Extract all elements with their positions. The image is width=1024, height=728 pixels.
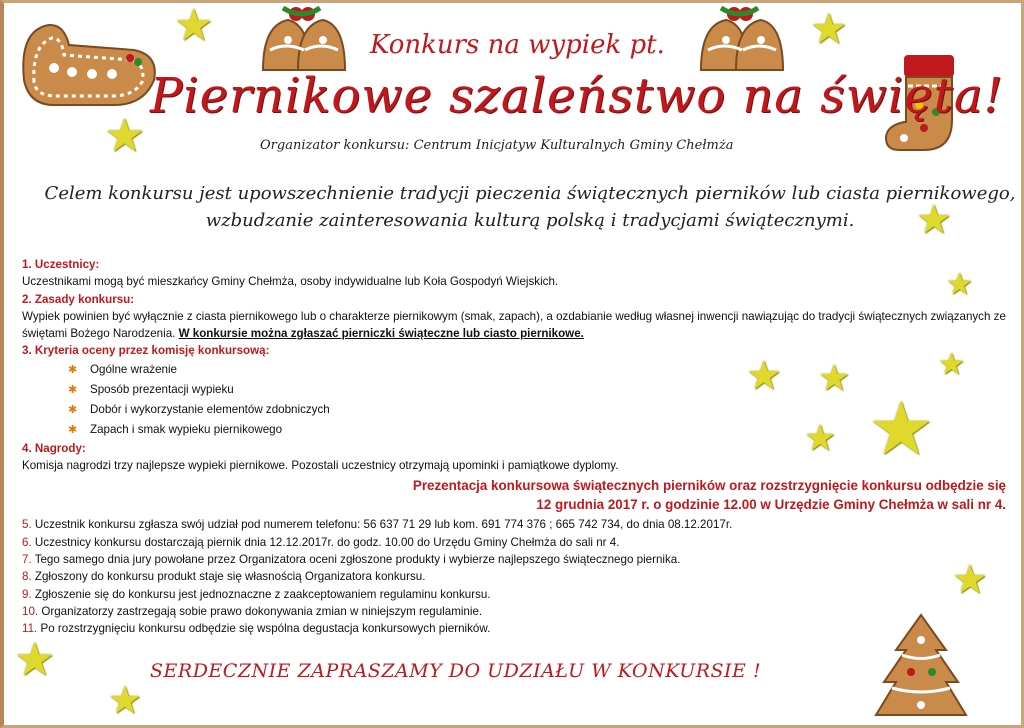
rule-item: 11. Po rozstrzygnięciu konkursu odbędzie się wspólna degustacja konkursowych pierników. [22,622,491,636]
goal-line-2: wzbudzanie zainteresowania kulturą polską i tradycjami świątecznymi. [205,210,855,231]
star-icon: ★ [818,357,851,398]
rule-item: 9. Zgłoszenie się do konkursu jest jednoznaczne z zaakceptowaniem regulaminu konkursu. [22,587,491,601]
star-icon: ★ [104,109,146,161]
star-icon: ★ [174,1,214,50]
star-icon: ★ [868,387,935,470]
star-icon: ★ [952,558,988,602]
rule-item: 6. Uczestnicy konkursu dostarczają piernik dnia 12.12.2017r. do godz. 10.00 do Urzędu Gminy Chełmża do sali nr 4. [22,535,620,549]
section-text-rules [22,308,1012,343]
criteria-list [22,357,1012,440]
section-text-participants: Uczestnikami mogą być mieszkańcy Gminy Chełmża, osoby indywidualne lub Koła Gospodyń Wiejskich. [22,275,559,289]
invitation-footer: SERDECZNIE ZAPRASZAMY DO UDZIAŁU W KONKURSIE ! [150,660,762,682]
page-title: Piernikowe szaleństwo na święta! [150,68,1004,124]
contest-subtitle: Konkurs na wypiek pt. [370,30,665,60]
goal-line-1: Celem konkursu jest upowszechnienie tradycji pieczenia świątecznych pierników lub ciasta piernikowego, [44,183,1016,204]
star-icon: ★ [746,354,782,398]
star-icon: ★ [14,633,56,685]
contest-goal [40,180,1020,234]
section-heading-criteria: 3. Kryteria oceny przez komisję konkursową: [22,344,270,358]
rule-item: 7. Tego samego dnia jury powołane przez Organizatora oceni zgłoszone produkty i wybierze najlepszego świątecznego piernika. [22,552,681,566]
star-icon: ★ [810,5,848,52]
presentation-line-1: Prezentacja konkursowa świątecznych pierników oraz rozstrzygnięcie konkursu odbędzie się [412,478,1006,494]
star-icon: ★ [916,198,952,242]
star-icon: ★ [804,417,837,458]
rules-text: Wypiek powinien być wyłącznie z ciasta piernikowego lub o charakterze piernikowym (smak, zapach), a ozdabianie według własnej inwencji nawiązując do tradycji świątecznych związanych ze świętami Bożego Narodzenia. [22,309,1006,341]
list-item: ✱ Zapach i smak wypieku piernikowego [68,420,1012,440]
section-heading-prizes: 4. Nagrody: [22,441,86,455]
rule-item: 8. Zgłoszony do konkursu produkt staje się własnością Organizatora konkursu. [22,570,426,584]
star-icon: ★ [108,680,143,722]
section-heading-participants: 1. Uczestnicy: [22,258,100,271]
rule-item: 5. Uczestnik konkursu zgłasza swój udział pod numerem telefonu: 56 637 71 29 lub kom. 691 774 376 ; 665 742 734, do dnia 08.12.2017r. [22,518,733,532]
contest-rules [22,256,1012,637]
presentation-line-2: 12 grudnia 2017 r. o godzinie 12.00 w Urzędzie Gminy Chełmża w sali nr 4. [536,497,1006,513]
organizer-line: Organizator konkursu: Centrum Inicjatyw Kulturalnych Gminy Chełmża [260,138,734,153]
star-icon: ★ [946,268,973,301]
list-item: ✱ Sposób prezentacji wypieku [68,380,1012,400]
gingerbread-sleigh-icon [14,10,164,120]
list-item: ✱ Dobór i wykorzystanie elementów zdobniczych [68,400,1012,420]
rules-highlight: W konkursie można zgłaszać pierniczki świąteczne lub ciasto piernikowe. [178,327,584,341]
section-text-prizes: Komisja nagrodzi trzy najlepsze wypieki piernikowe. Pozostali uczestnicy otrzymają upominki i pamiątkowe dyplomy. [22,459,619,473]
list-item: ✱ Ogólne wrażenie [68,360,1012,380]
star-icon: ★ [938,348,965,381]
section-heading-rules: 2. Zasady konkursu: [22,292,135,306]
rule-item: 10. Organizatorzy zastrzegają sobie prawo dokonywania zmian w niniejszym regulaminie. [22,604,483,618]
